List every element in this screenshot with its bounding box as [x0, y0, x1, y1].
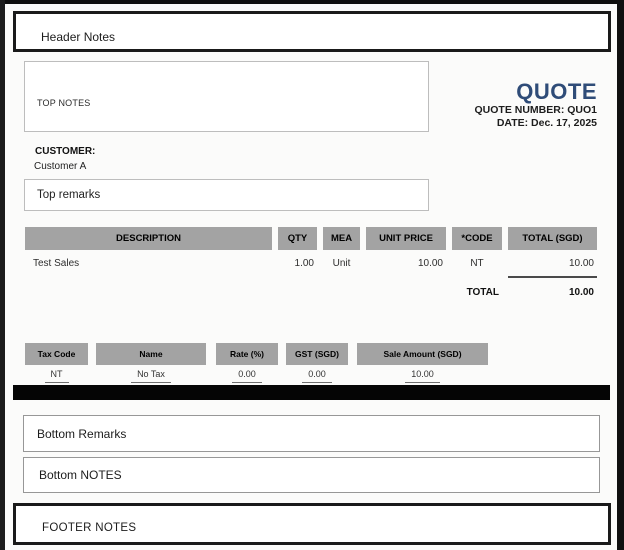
- redaction-bar: [13, 385, 610, 400]
- tax-sale-amount: 10.00: [405, 368, 440, 383]
- window-edge-left: [0, 0, 5, 550]
- items-header-total: TOTAL (SGD): [508, 227, 597, 250]
- window-edge-top: [0, 0, 624, 4]
- tax-code: NT: [45, 368, 69, 383]
- window-edge-right: [617, 0, 624, 550]
- items-table-row: [25, 257, 597, 271]
- item-unit-price: 10.00: [417, 258, 443, 269]
- bottom-notes-text: Bottom NOTES: [39, 468, 122, 482]
- tax-header-name: Name: [96, 343, 206, 365]
- tax-gst: 0.00: [302, 368, 332, 383]
- quote-title: QUOTE: [516, 79, 597, 104]
- items-header-unit-price: UNIT PRICE: [366, 227, 446, 250]
- quote-number: QUOTE NUMBER: QUO1: [474, 104, 597, 116]
- top-remarks-box: [24, 179, 429, 211]
- tax-table-row: [25, 368, 488, 383]
- bottom-remarks-box: [23, 415, 600, 452]
- total-value: 10.00: [568, 287, 594, 298]
- tax-header-code: Tax Code: [25, 343, 88, 365]
- items-header-code: *CODE: [452, 227, 502, 250]
- item-description: Test Sales: [33, 258, 80, 269]
- items-header-description: DESCRIPTION: [25, 227, 272, 250]
- quote-title-block: [474, 80, 597, 130]
- customer-name: Customer A: [34, 161, 87, 172]
- bottom-remarks-text: Bottom Remarks: [37, 426, 127, 441]
- customer-label: CUSTOMER:: [35, 146, 96, 157]
- items-total-row: [25, 286, 597, 300]
- item-total: 10.00: [568, 258, 594, 269]
- tax-header-gst: GST (SGD): [286, 343, 348, 365]
- item-qty: 1.00: [294, 258, 314, 269]
- top-remarks-text: Top remarks: [37, 189, 101, 201]
- header-notes-text: Header Notes: [41, 29, 116, 44]
- top-notes-text: TOP NOTES: [37, 97, 91, 108]
- total-label: TOTAL: [466, 287, 499, 298]
- footer-notes-box: [13, 503, 611, 545]
- items-header-qty: QTY: [278, 227, 317, 250]
- tax-header-sale-amount: Sale Amount (SGD): [357, 343, 488, 365]
- top-notes-box: [24, 61, 429, 132]
- header-notes-box: [13, 11, 611, 52]
- item-mea: Unit: [332, 258, 351, 269]
- tax-table-header: [25, 343, 488, 365]
- quote-date: DATE: Dec. 17, 2025: [496, 117, 597, 129]
- items-header-mea: MEA: [323, 227, 360, 250]
- footer-notes-text: FOOTER NOTES: [42, 522, 137, 534]
- total-underline: [508, 276, 597, 278]
- tax-rate: 0.00: [232, 368, 262, 383]
- tax-name: No Tax: [131, 368, 171, 383]
- item-code: NT: [470, 258, 484, 269]
- tax-header-rate: Rate (%): [216, 343, 278, 365]
- bottom-notes-box: [23, 457, 600, 493]
- items-table-header: [25, 227, 597, 250]
